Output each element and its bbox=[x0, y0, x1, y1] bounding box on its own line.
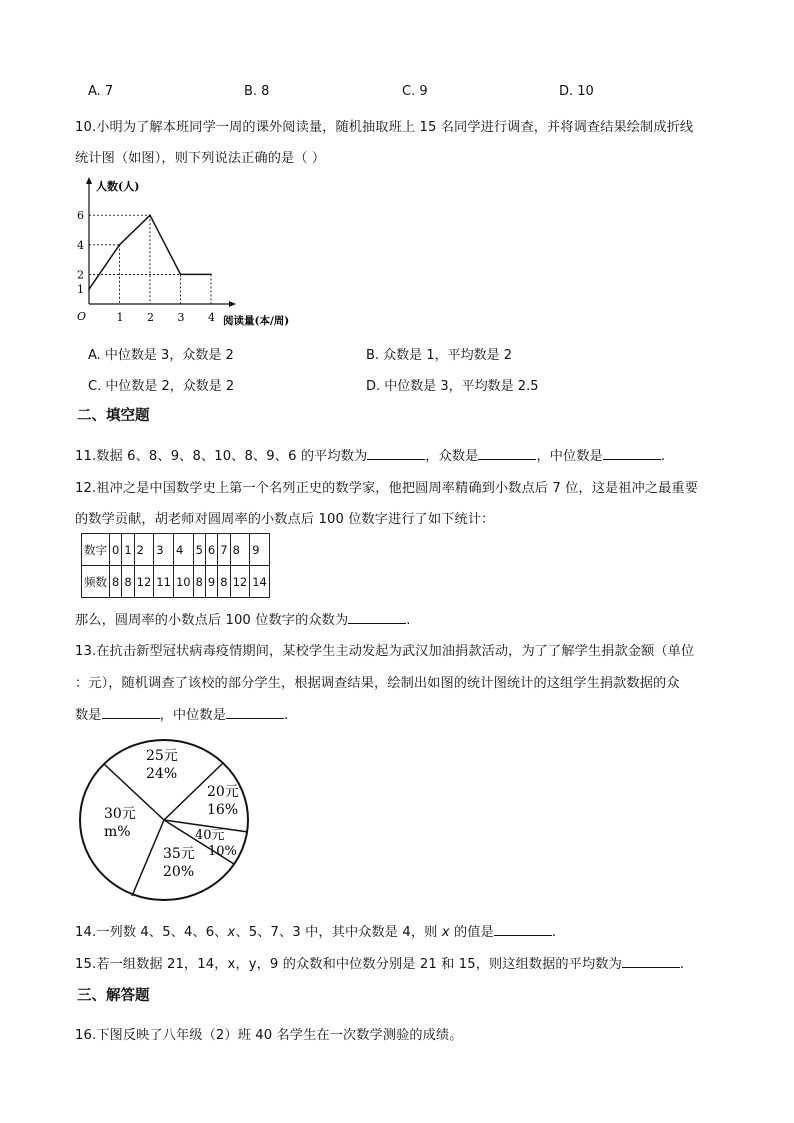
digit-cell: 0 bbox=[110, 534, 122, 566]
x-tick-label: 3 bbox=[177, 311, 185, 324]
digit-cell: 5 bbox=[193, 534, 205, 566]
q12-line1: 12.祖冲之是中国数学史上第一个名列正史的数学家，他把圆周率精确到小数点后 7 位，这是祖冲之最重要 bbox=[75, 481, 698, 496]
y-axis-arrow bbox=[86, 177, 92, 184]
frequency-cell: 8 bbox=[193, 566, 205, 598]
q9-option-a: A. 7 bbox=[88, 84, 114, 99]
q11-text-c: ，中位数是 bbox=[536, 449, 603, 464]
q14-var-x: x bbox=[227, 925, 236, 940]
x-tick-label: 2 bbox=[147, 311, 154, 324]
data-point bbox=[180, 274, 182, 276]
digit-cell: 7 bbox=[218, 534, 230, 566]
pie-label-30-pct: m% bbox=[104, 824, 131, 840]
q14-text-d: . bbox=[551, 925, 557, 940]
pie-label-20-amount: 20元 bbox=[207, 784, 239, 800]
q11-text-a: 11.数据 6、8、9、8、10、8、9、6 的平均数为 bbox=[75, 449, 368, 464]
section-solve-title: 三、解答题 bbox=[77, 988, 150, 1004]
x-tick-label: 1 bbox=[116, 311, 124, 324]
y-tick-label: 1 bbox=[77, 283, 84, 297]
q15-text-a: 15.若一组数据 21，14，x，y，9 的众数和中位数分别是 21 和 15，则这组数据的平均数为 bbox=[75, 957, 622, 972]
q11 bbox=[75, 445, 665, 464]
q13-line2: ：元），随机调查了该校的部分学生，根据调查结果，绘制出如图的统计图统计的这组学生捐款数据的众 bbox=[75, 676, 680, 691]
q15 bbox=[75, 953, 684, 972]
frequency-cell: 9 bbox=[205, 566, 217, 598]
q14 bbox=[75, 921, 556, 940]
pie-label-25-amount: 25元 bbox=[146, 748, 178, 764]
section-fill-in-title: 二、填空题 bbox=[77, 408, 150, 424]
frequency-cell: 10 bbox=[173, 566, 193, 598]
digit-cell: 1 bbox=[122, 534, 134, 566]
pie-label-40-amount: 40元 bbox=[195, 828, 225, 843]
q15-blank bbox=[622, 955, 680, 968]
frequency-cell: 8 bbox=[122, 566, 134, 598]
x-axis-label: 阅读量(本/周) bbox=[223, 315, 290, 327]
y-tick-label: 4 bbox=[77, 238, 84, 252]
digit-cell: 8 bbox=[230, 534, 250, 566]
q10-line2: 统计图（如图），则下列说法正确的是（ ） bbox=[75, 151, 326, 166]
frequency-cell: 8 bbox=[110, 566, 122, 598]
digit-cell: 2 bbox=[134, 534, 154, 566]
pie-label-35-pct: 20% bbox=[163, 864, 195, 880]
digit-cell: 4 bbox=[173, 534, 193, 566]
pie-label-20-pct: 16% bbox=[207, 802, 239, 818]
y-tick-label: 2 bbox=[77, 268, 84, 282]
q10-option-c: C. 中位数是 2，众数是 2 bbox=[88, 379, 235, 394]
q13-text-a: 数是 bbox=[75, 708, 102, 723]
q13-line1: 13.在抗击新型冠状病毒疫情期间，某校学生主动发起为武汉加油捐款活动，为了了解学生捐款金额（单位 bbox=[75, 644, 695, 659]
frequency-row bbox=[82, 566, 270, 598]
q10-option-d: D. 中位数是 3，平均数是 2.5 bbox=[366, 379, 539, 394]
digit-frequency-table bbox=[81, 533, 270, 598]
q9-option-c: C. 9 bbox=[402, 84, 428, 99]
q12-blank-mode bbox=[348, 611, 406, 624]
digit-row-head: 数字 bbox=[82, 534, 110, 566]
q16: 16.下图反映了八年级（2）班 40 名学生在一次数学测验的成绩。 bbox=[75, 1028, 463, 1043]
q12-text-b: . bbox=[406, 613, 411, 628]
data-point bbox=[149, 214, 151, 216]
pie-divider bbox=[132, 820, 164, 896]
pie-label-35-amount: 35元 bbox=[163, 846, 195, 862]
q10-option-b: B. 众数是 1，平均数是 2 bbox=[366, 348, 512, 363]
q9-option-b: B. 8 bbox=[244, 84, 270, 99]
frequency-row-head: 频数 bbox=[82, 566, 110, 598]
x-tick-label: 4 bbox=[208, 311, 215, 324]
q11-text-b: ，众数是 bbox=[425, 449, 479, 464]
digit-cell: 3 bbox=[154, 534, 174, 566]
q13-text-c: . bbox=[284, 708, 289, 723]
q11-blank-mean bbox=[367, 447, 425, 460]
y-axis-label: 人数(人) bbox=[96, 180, 140, 193]
frequency-cell: 8 bbox=[218, 566, 230, 598]
q12-line2: 的数学贡献，胡老师对圆周率的小数点后 100 位数字进行了如下统计： bbox=[75, 512, 495, 527]
pie-label-30-amount: 30元 bbox=[104, 806, 136, 822]
q13-text-b: ，中位数是 bbox=[159, 708, 227, 723]
q14-text-b: 、5、7、3 中，其中众数是 4，则 bbox=[235, 925, 438, 940]
frequency-cell: 12 bbox=[230, 566, 250, 598]
digit-cell: 9 bbox=[250, 534, 270, 566]
q14-text-c: 的值是 bbox=[453, 925, 494, 940]
q13-blank-median bbox=[226, 706, 284, 719]
q14-var-x2: x bbox=[441, 925, 450, 940]
q13-line3 bbox=[75, 704, 288, 723]
digit-cell: 6 bbox=[205, 534, 217, 566]
pie-label-40-pct: 10% bbox=[208, 844, 237, 859]
q13-blank-mode bbox=[102, 706, 160, 719]
q11-blank-mode bbox=[478, 447, 536, 460]
digit-row bbox=[82, 534, 270, 566]
data-point bbox=[119, 244, 121, 246]
frequency-cell: 14 bbox=[250, 566, 270, 598]
pie-label-25-pct: 24% bbox=[146, 766, 178, 782]
donation-pie-chart bbox=[74, 738, 264, 908]
y-tick-label: 6 bbox=[77, 209, 84, 223]
q12-line3 bbox=[75, 609, 411, 628]
q11-blank-median bbox=[603, 447, 661, 460]
line-chart bbox=[70, 172, 320, 332]
q14-blank bbox=[494, 923, 552, 936]
q12-text-a: 那么，圆周率的小数点后 100 位数字的众数为 bbox=[75, 613, 349, 628]
x-axis-arrow bbox=[229, 301, 236, 307]
data-point bbox=[210, 274, 212, 276]
origin-label: O bbox=[77, 310, 87, 323]
q15-text-b: . bbox=[679, 957, 685, 972]
q10-line1: 10.小明为了解本班同学一周的课外阅读量，随机抽取班上 15 名同学进行调查，并将调查结果绘制成折线 bbox=[75, 120, 694, 135]
q14-text-a: 14.一列数 4、5、4、6、 bbox=[75, 925, 228, 940]
q10-option-a: A. 中位数是 3，众数是 2 bbox=[88, 348, 234, 363]
frequency-cell: 11 bbox=[154, 566, 174, 598]
q9-option-d: D. 10 bbox=[559, 84, 594, 99]
q11-text-d: . bbox=[660, 449, 666, 464]
data-point bbox=[88, 288, 90, 290]
frequency-cell: 12 bbox=[134, 566, 154, 598]
